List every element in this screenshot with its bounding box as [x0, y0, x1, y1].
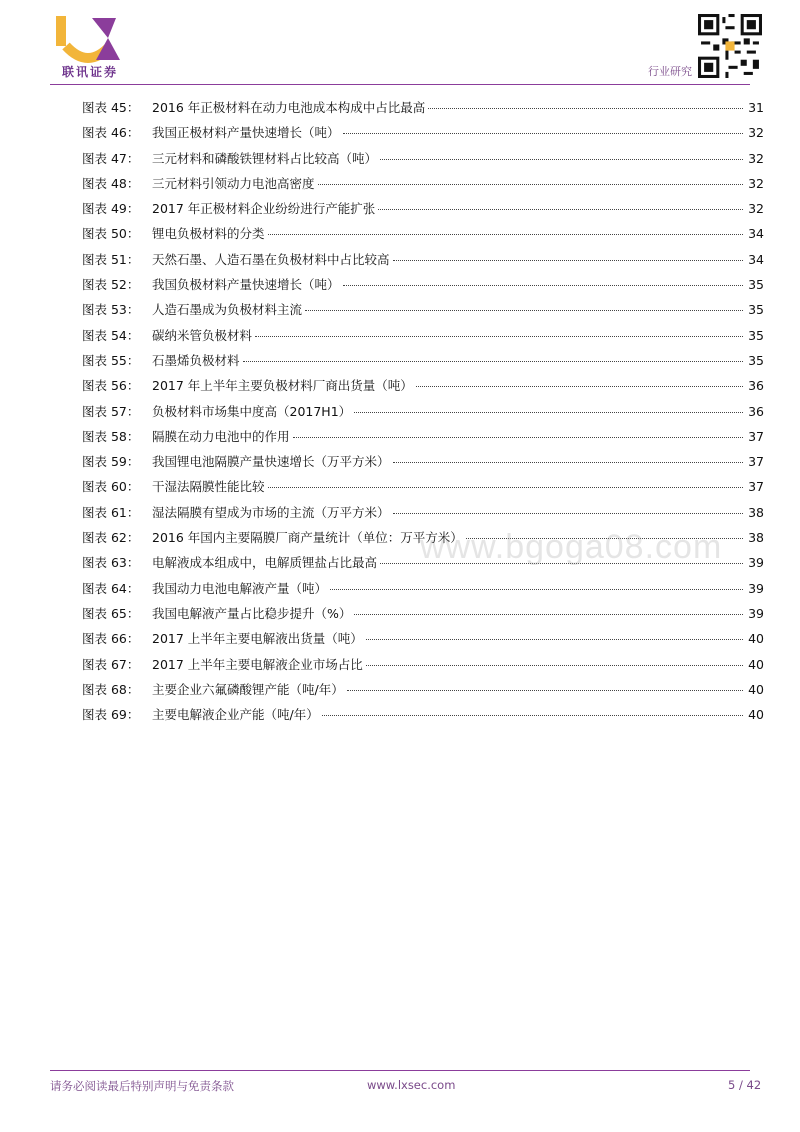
toc-row[interactable] — [82, 652, 764, 677]
toc-figure-title: 人造石墨成为负极材料主流 — [152, 302, 303, 318]
toc-row[interactable] — [82, 702, 764, 727]
toc-figure-number: 图表 55： — [82, 352, 140, 368]
toc-page-number: 34 — [748, 226, 764, 242]
toc-page-number: 31 — [748, 100, 764, 115]
toc-figure-title: 三元材料和磷酸铁锂材料占比较高（吨） — [152, 150, 378, 166]
toc-page-number: 35 — [748, 302, 764, 318]
toc-figure-title: 天然石墨、人造石墨在负极材料中占比较高 — [152, 251, 390, 267]
toc-figure-title: 2016 年正极材料在动力电池成本构成中占比最高 — [152, 100, 426, 115]
toc-figure-number: 图表 66： — [82, 631, 140, 647]
toc-figure-title: 干湿法隔膜性能比较 — [152, 479, 265, 495]
toc-figure-number: 图表 50： — [82, 226, 140, 242]
toc-leader-dots — [416, 385, 743, 387]
footer-disclaimer: 请务必阅读最后特别声明与免责条款 — [50, 1079, 234, 1093]
toc-row[interactable] — [82, 348, 764, 373]
toc-page-number: 40 — [748, 681, 764, 697]
toc-leader-dots — [255, 335, 743, 337]
toc-leader-dots — [428, 107, 743, 109]
toc-page-number: 37 — [748, 479, 764, 495]
toc-figure-number: 图表 49： — [82, 201, 140, 217]
toc-leader-dots — [293, 436, 743, 438]
toc-leader-dots — [380, 158, 743, 160]
logo-text: 联讯证券 — [61, 65, 118, 79]
toc-figure-number: 图表 60： — [82, 479, 140, 495]
toc-row[interactable] — [82, 146, 764, 171]
toc-leader-dots — [393, 512, 743, 514]
toc-figure-title: 电解液成本组成中，电解质锂盐占比最高 — [152, 555, 378, 571]
toc-page-number: 32 — [748, 150, 764, 166]
toc-row[interactable] — [82, 373, 764, 398]
page-header — [0, 0, 800, 92]
toc-page-number: 35 — [748, 277, 764, 293]
toc-page-number: 32 — [748, 175, 764, 191]
toc-figure-number: 图表 64： — [82, 580, 140, 596]
toc-row[interactable] — [82, 399, 764, 424]
toc-row[interactable] — [82, 474, 764, 499]
toc-leader-dots — [305, 309, 743, 311]
toc-figure-number: 图表 68： — [82, 681, 140, 697]
toc-page-number: 38 — [748, 530, 764, 546]
toc-figure-number: 图表 51： — [82, 251, 140, 267]
toc-page-number: 34 — [748, 251, 764, 267]
toc-figure-title: 锂电负极材料的分类 — [152, 226, 265, 242]
toc-figure-number: 图表 59： — [82, 454, 140, 470]
toc-figure-title: 我国锂电池隔膜产量快速增长（万平方米） — [152, 454, 390, 470]
toc-figure-title: 我国动力电池电解液产量（吨） — [152, 580, 328, 596]
toc-figure-number: 图表 56： — [82, 378, 140, 394]
toc-leader-dots — [343, 132, 743, 134]
header-divider — [50, 84, 750, 85]
toc-row[interactable] — [82, 626, 764, 651]
toc-figure-number: 图表 54： — [82, 327, 140, 343]
toc-figure-title: 主要企业六氟磷酸锂产能（吨/年） — [152, 681, 344, 697]
toc-leader-dots — [393, 461, 743, 463]
toc-row[interactable] — [82, 247, 764, 272]
toc-figure-number: 图表 67： — [82, 656, 140, 672]
toc-figure-number: 图表 65： — [82, 605, 140, 621]
toc-row[interactable] — [82, 221, 764, 246]
toc-figure-title: 2017 上半年主要电解液出货量（吨） — [152, 631, 363, 647]
toc-row[interactable] — [82, 323, 764, 348]
toc-page-number: 35 — [748, 327, 764, 343]
toc-figure-title: 我国正极材料产量快速增长（吨） — [152, 125, 340, 141]
toc-figure-title: 主要电解液企业产能（吨/年） — [152, 707, 319, 723]
toc-page-number: 32 — [748, 125, 764, 141]
toc-page-number: 36 — [748, 378, 764, 394]
toc-figure-title: 湿法隔膜有望成为市场的主流（万平方米） — [152, 504, 390, 520]
toc-leader-dots — [243, 360, 743, 362]
section-label: 行业研究 — [648, 65, 692, 78]
toc-leader-dots — [330, 588, 743, 590]
page-indicator: 5 / 42 — [728, 1078, 762, 1092]
toc-page-number: 40 — [748, 631, 764, 647]
toc-figure-title: 负极材料市场集中度高（2017H1） — [152, 403, 352, 419]
toc-figure-title: 我国电解液产量占比稳步提升（%） — [152, 605, 352, 621]
footer-website-link[interactable]: www.lxsec.com — [367, 1078, 456, 1092]
toc-page-number: 39 — [748, 605, 764, 621]
toc-figure-number: 图表 63： — [82, 555, 140, 571]
toc-leader-dots — [354, 411, 743, 413]
footer-divider — [50, 1070, 750, 1071]
toc-page-number: 37 — [748, 454, 764, 470]
toc-row[interactable] — [82, 677, 764, 702]
toc-page-number: 32 — [748, 201, 764, 217]
toc-row[interactable] — [82, 576, 764, 601]
toc-row[interactable] — [82, 120, 764, 145]
toc-figure-number: 图表 46： — [82, 125, 140, 141]
toc-figure-title: 2017 年上半年主要负极材料厂商出货量（吨） — [152, 378, 413, 394]
toc-figure-number: 图表 45： — [82, 100, 140, 115]
toc-figure-title: 2017 年正极材料企业纷纷进行产能扩张 — [152, 201, 376, 217]
toc-page-number: 37 — [748, 428, 764, 444]
toc-page-number: 36 — [748, 403, 764, 419]
toc-figure-title: 我国负极材料产量快速增长（吨） — [152, 277, 340, 293]
toc-figure-number: 图表 53： — [82, 302, 140, 318]
toc-row[interactable] — [82, 95, 764, 120]
toc-leader-dots — [343, 284, 743, 286]
qr-code-icon — [698, 14, 762, 78]
toc-figure-number: 图表 48： — [82, 175, 140, 191]
toc-row[interactable] — [82, 171, 764, 196]
toc-leader-dots — [318, 183, 743, 185]
toc-page-number: 39 — [748, 580, 764, 596]
toc-leader-dots — [347, 689, 743, 691]
toc-leader-dots — [322, 714, 743, 716]
toc-figure-title: 2017 上半年主要电解液企业市场占比 — [152, 656, 363, 672]
toc-leader-dots — [268, 233, 743, 235]
toc-row[interactable] — [82, 297, 764, 322]
toc-figure-number: 图表 58： — [82, 428, 140, 444]
toc-figure-number: 图表 61： — [82, 504, 140, 520]
toc-page-number: 40 — [748, 656, 764, 672]
toc-page-number: 40 — [748, 707, 764, 723]
toc-figure-number: 图表 47： — [82, 150, 140, 166]
toc-figure-number: 图表 57： — [82, 403, 140, 419]
toc-figure-title: 碳纳米管负极材料 — [152, 327, 253, 343]
toc-leader-dots — [354, 613, 743, 615]
toc-row[interactable] — [82, 500, 764, 525]
toc-leader-dots — [268, 486, 743, 488]
toc-figure-title: 石墨烯负极材料 — [152, 352, 240, 368]
watermark: www.bgoga08.com — [420, 528, 723, 566]
toc-leader-dots — [366, 638, 743, 640]
figure-list — [82, 95, 764, 727]
toc-row[interactable] — [82, 196, 764, 221]
toc-row[interactable] — [82, 272, 764, 297]
toc-page-number: 35 — [748, 352, 764, 368]
toc-row[interactable] — [82, 601, 764, 626]
toc-leader-dots — [393, 259, 743, 261]
toc-figure-number: 图表 69： — [82, 707, 140, 723]
toc-leader-dots — [366, 664, 743, 666]
toc-row[interactable] — [82, 449, 764, 474]
toc-figure-title: 三元材料引领动力电池高密度 — [152, 175, 315, 191]
toc-page-number: 39 — [748, 555, 764, 571]
toc-leader-dots — [378, 208, 743, 210]
toc-figure-number: 图表 62： — [82, 530, 140, 546]
toc-page-number: 38 — [748, 504, 764, 520]
toc-figure-number: 图表 52： — [82, 277, 140, 293]
toc-figure-title: 隔膜在动力电池中的作用 — [152, 428, 290, 444]
toc-row[interactable] — [82, 424, 764, 449]
toc-figure-title: 2016 年国内主要隔膜厂商产量统计（单位：万平方米） — [152, 530, 463, 546]
